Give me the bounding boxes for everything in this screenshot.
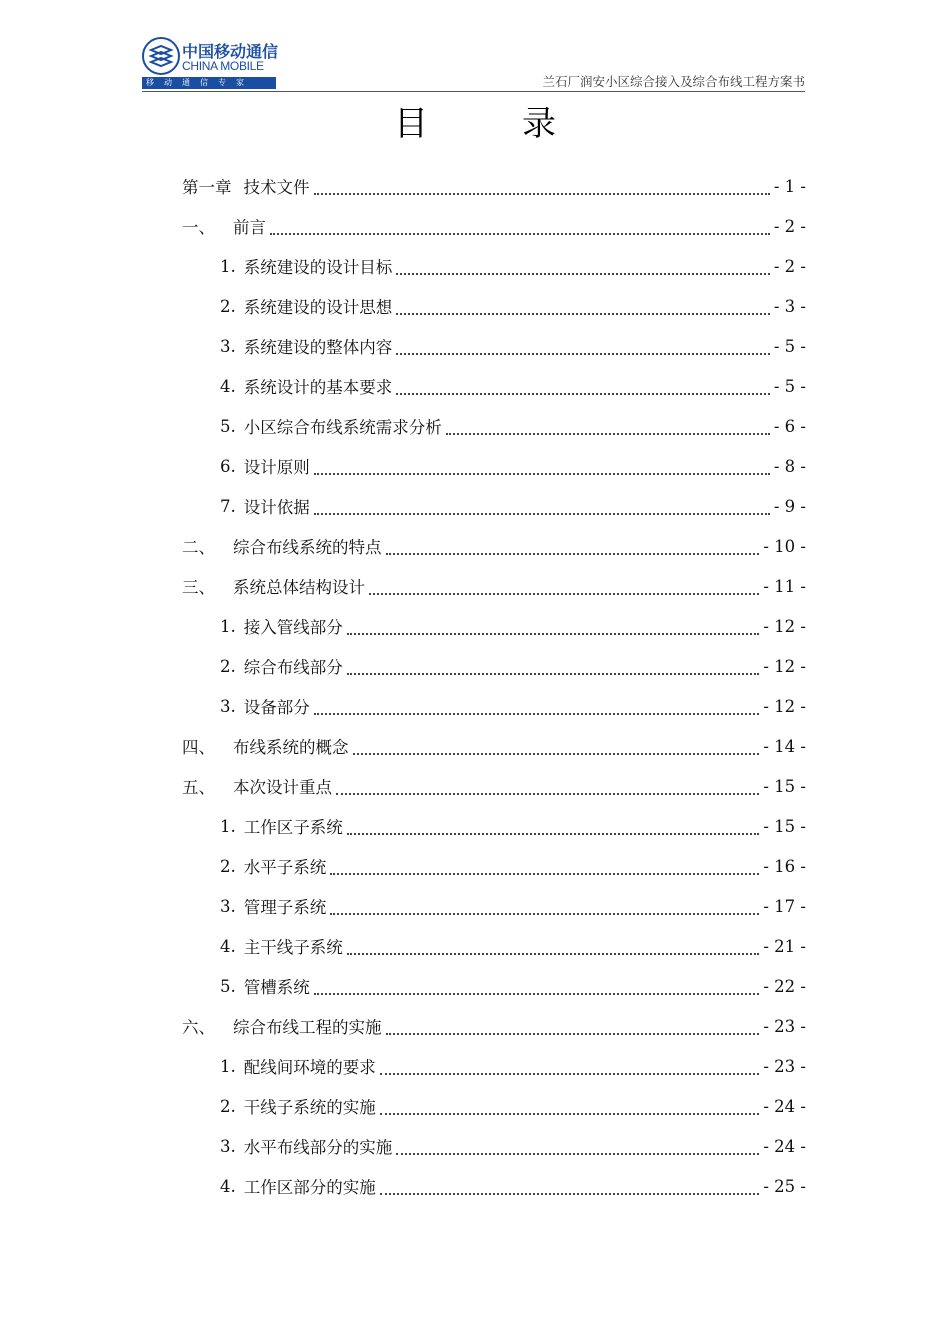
toc-entry-page: - 10 - xyxy=(763,536,806,556)
toc-entry-label: 工作区子系统 xyxy=(243,818,343,837)
toc-entry-label: 接入管线部分 xyxy=(243,618,343,637)
toc-entry-label: 系统设计的基本要求 xyxy=(243,378,393,397)
toc-dot-leader xyxy=(314,499,770,515)
toc-entry-page: - 12 - xyxy=(763,656,806,676)
toc-dot-leader xyxy=(347,659,760,675)
toc-entry-label: 工作区部分的实施 xyxy=(243,1178,376,1197)
toc-entry-number: 5. xyxy=(220,976,236,996)
toc-dot-leader xyxy=(314,979,760,995)
toc-entry-label: 系统建设的设计目标 xyxy=(243,258,393,277)
toc-entry-label: 前言 xyxy=(233,218,266,237)
toc-entry-page: - 2 - xyxy=(773,216,806,236)
toc-entry[interactable] xyxy=(182,166,806,206)
toc-entry-label: 综合布线部分 xyxy=(243,658,343,677)
toc-dot-leader xyxy=(314,179,770,195)
toc-entry-number: 3. xyxy=(220,1136,236,1156)
toc-entry-number: 3. xyxy=(220,336,236,356)
toc-entry[interactable] xyxy=(182,326,806,366)
toc-entry-label: 综合布线工程的实施 xyxy=(233,1018,382,1037)
toc-entry[interactable] xyxy=(182,526,806,566)
toc-dot-leader xyxy=(396,339,770,355)
china-mobile-emblem-icon xyxy=(142,37,180,75)
toc-dot-leader xyxy=(386,539,760,555)
toc-entry[interactable] xyxy=(182,406,806,446)
toc-entry-number: 2. xyxy=(220,1096,236,1116)
toc-entry-page: - 11 - xyxy=(763,576,806,596)
toc-entry[interactable] xyxy=(182,766,806,806)
toc-entry[interactable] xyxy=(182,886,806,926)
toc-dot-leader xyxy=(380,1059,760,1075)
toc-dot-leader xyxy=(396,1139,759,1155)
toc-entry-number: 3. xyxy=(220,696,236,716)
toc-entry-label: 设计依据 xyxy=(243,498,310,517)
toc-entry-number: 六、 xyxy=(182,1018,215,1037)
toc-entry[interactable] xyxy=(182,686,806,726)
toc-entry[interactable] xyxy=(182,286,806,326)
toc-dot-leader xyxy=(396,259,770,275)
toc-entry-page: - 3 - xyxy=(773,296,806,316)
toc-entry-number: 2. xyxy=(220,656,236,676)
toc-entry[interactable] xyxy=(182,1126,806,1166)
toc-dot-leader xyxy=(380,1099,760,1115)
toc-dot-leader xyxy=(353,739,760,755)
toc-entry-number: 三、 xyxy=(182,578,215,597)
toc-entry-number: 1. xyxy=(220,256,236,276)
toc-entry-label: 系统建设的设计思想 xyxy=(243,298,393,317)
toc-entry-page: - 1 - xyxy=(773,176,806,196)
toc-entry[interactable] xyxy=(182,846,806,886)
toc-entry-label: 干线子系统的实施 xyxy=(243,1098,376,1117)
toc-dot-leader xyxy=(336,779,759,795)
toc-entry-page: - 22 - xyxy=(763,976,806,996)
toc-entry-page: - 6 - xyxy=(773,416,806,436)
toc-entry-label: 配线间环境的要求 xyxy=(243,1058,376,1077)
toc-entry-page: - 2 - xyxy=(773,256,806,276)
toc-entry[interactable] xyxy=(182,446,806,486)
toc-entry-number: 一、 xyxy=(182,218,215,237)
toc-entry-number: 1. xyxy=(220,616,236,636)
toc-entry-page: - 9 - xyxy=(773,496,806,516)
toc-entry-label: 水平子系统 xyxy=(243,858,327,877)
toc-entry[interactable] xyxy=(182,726,806,766)
toc-entry-page: - 12 - xyxy=(763,616,806,636)
toc-entry-number: 四、 xyxy=(182,738,215,757)
toc-entry-number: 第一章 xyxy=(182,178,232,197)
toc-dot-leader xyxy=(314,459,770,475)
toc-entry-page: - 24 - xyxy=(763,1096,806,1116)
toc-dot-leader xyxy=(347,939,760,955)
toc-entry-page: - 15 - xyxy=(763,776,806,796)
toc-dot-leader xyxy=(396,379,770,395)
toc-entry-page: - 16 - xyxy=(763,856,806,876)
logo-slogan: 移动通信专家 xyxy=(142,77,276,89)
toc-dot-leader xyxy=(270,219,770,235)
toc-entry[interactable] xyxy=(182,966,806,1006)
toc-entry-number: 1. xyxy=(220,816,236,836)
toc-entry-page: - 25 - xyxy=(763,1176,806,1196)
toc-dot-leader xyxy=(330,899,759,915)
toc-entry-page: - 23 - xyxy=(763,1056,806,1076)
toc-entry[interactable] xyxy=(182,646,806,686)
toc-entry[interactable] xyxy=(182,806,806,846)
toc-entry-label: 布线系统的概念 xyxy=(233,738,349,757)
toc-entry[interactable] xyxy=(182,1086,806,1126)
toc-entry-number: 4. xyxy=(220,1176,236,1196)
toc-entry-number: 五、 xyxy=(182,778,215,797)
toc-entry-label: 小区综合布线系统需求分析 xyxy=(243,418,442,437)
toc-entry-page: - 12 - xyxy=(763,696,806,716)
header-divider xyxy=(142,91,805,92)
toc-entry-number: 5. xyxy=(220,416,236,436)
toc-entry-page: - 14 - xyxy=(763,736,806,756)
toc-entry-label: 管槽系统 xyxy=(243,978,310,997)
toc-entry[interactable] xyxy=(182,1006,806,1046)
toc-entry[interactable] xyxy=(182,366,806,406)
toc-entry-label: 综合布线系统的特点 xyxy=(233,538,382,557)
toc-entry-label: 技术文件 xyxy=(243,178,310,197)
toc-entry-label: 管理子系统 xyxy=(243,898,327,917)
toc-entry-number: 二、 xyxy=(182,538,215,557)
toc-entry-number: 3. xyxy=(220,896,236,916)
toc-dot-leader xyxy=(369,579,759,595)
toc-entry-label: 本次设计重点 xyxy=(233,778,332,797)
toc-entry-page: - 24 - xyxy=(763,1136,806,1156)
logo-chinese-name: 中国移动通信 xyxy=(182,42,279,61)
toc-entry-page: - 23 - xyxy=(763,1016,806,1036)
toc-dot-leader xyxy=(396,299,770,315)
toc-entry-page: - 17 - xyxy=(763,896,806,916)
china-mobile-logo xyxy=(142,37,279,91)
toc-entry-label: 设计原则 xyxy=(243,458,310,477)
toc-entry-number: 2. xyxy=(220,296,236,316)
toc-entry[interactable] xyxy=(182,486,806,526)
toc-entry-number: 2. xyxy=(220,856,236,876)
table-of-contents xyxy=(182,166,806,1206)
toc-entry-number: 6. xyxy=(220,456,236,476)
toc-dot-leader xyxy=(314,699,760,715)
toc-entry[interactable] xyxy=(182,1046,806,1086)
toc-dot-leader xyxy=(446,419,770,435)
toc-entry-label: 系统总体结构设计 xyxy=(233,578,365,597)
toc-entry-number: 1. xyxy=(220,1056,236,1076)
toc-entry-page: - 5 - xyxy=(773,336,806,356)
toc-entry[interactable] xyxy=(182,246,806,286)
toc-entry-number: 7. xyxy=(220,496,236,516)
toc-entry-label: 系统建设的整体内容 xyxy=(243,338,393,357)
toc-dot-leader xyxy=(386,1019,760,1035)
toc-entry-page: - 8 - xyxy=(773,456,806,476)
toc-entry[interactable] xyxy=(182,1166,806,1206)
toc-entry-page: - 5 - xyxy=(773,376,806,396)
toc-entry[interactable] xyxy=(182,206,806,246)
toc-entry-number: 4. xyxy=(220,936,236,956)
toc-entry-label: 设备部分 xyxy=(243,698,310,717)
logo-english-name: CHINA MOBILE xyxy=(182,59,264,73)
toc-entry[interactable] xyxy=(182,926,806,966)
toc-entry-label: 主干线子系统 xyxy=(243,938,343,957)
toc-entry-page: - 21 - xyxy=(763,936,806,956)
toc-dot-leader xyxy=(330,859,759,875)
toc-dot-leader xyxy=(380,1179,760,1195)
toc-dot-leader xyxy=(347,619,760,635)
toc-entry[interactable] xyxy=(182,566,806,606)
toc-dot-leader xyxy=(347,819,760,835)
toc-entry-number: 4. xyxy=(220,376,236,396)
toc-entry-page: - 15 - xyxy=(763,816,806,836)
running-header-title: 兰石厂润安小区综合接入及综合布线工程方案书 xyxy=(542,74,805,89)
toc-entry-label: 水平布线部分的实施 xyxy=(243,1138,393,1157)
toc-entry[interactable] xyxy=(182,606,806,646)
page-title: 目 录 xyxy=(394,104,586,144)
